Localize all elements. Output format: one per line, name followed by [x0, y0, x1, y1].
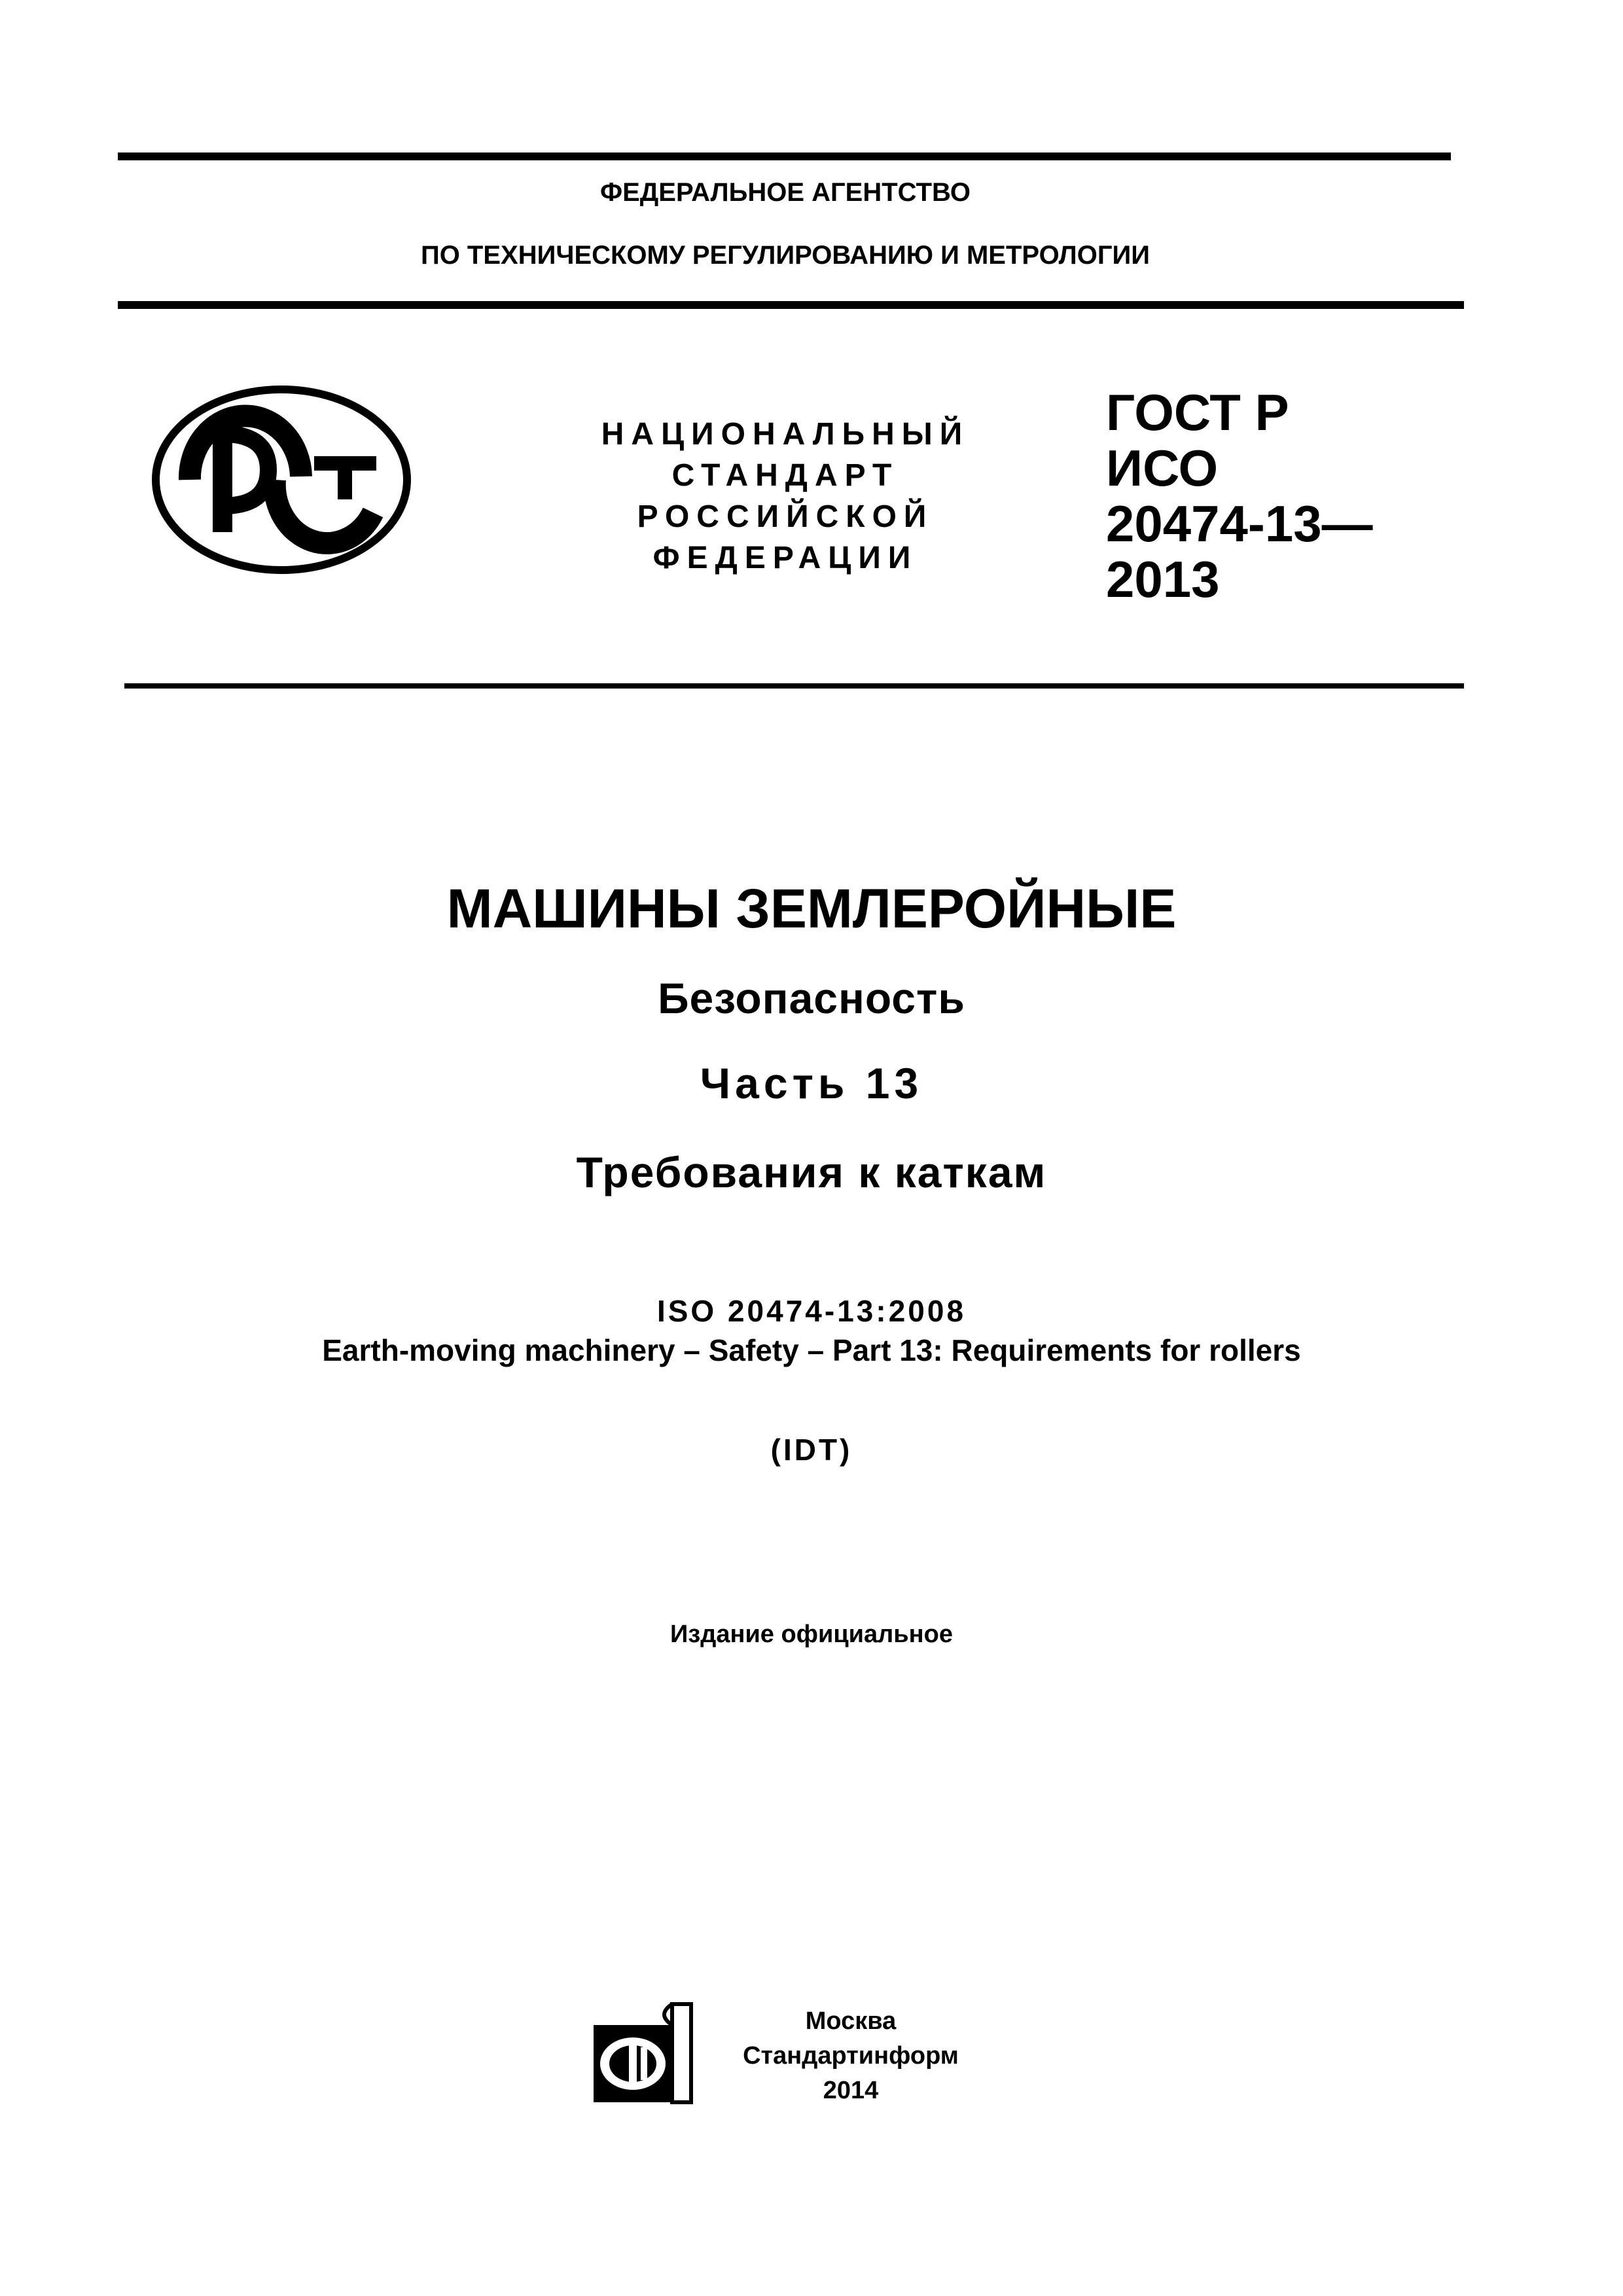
- standard-type-line: СТАНДАРТ: [671, 458, 899, 493]
- designation-bottom-rule: [124, 683, 1464, 689]
- document-subtitle-safety: Безопасность: [658, 974, 965, 1022]
- document-subtitle-part: Часть 13: [700, 1059, 923, 1107]
- publisher-name: Стандартинформ: [743, 2042, 959, 2070]
- standartinform-logo-icon: [591, 2001, 694, 2105]
- designation-line: 20474-13—: [1106, 495, 1373, 552]
- top-rule: [118, 152, 1451, 160]
- standard-type-line: ФЕДЕРАЦИИ: [652, 541, 918, 575]
- header-bottom-rule: [118, 301, 1464, 309]
- designation-line: ИСО: [1106, 439, 1219, 497]
- publication-year: 2014: [823, 2077, 879, 2104]
- agency-name-line2: ПО ТЕХНИЧЕСКОМУ РЕГУЛИРОВАНИЮ И МЕТРОЛОГИИ: [420, 241, 1150, 270]
- iso-english-title: Earth-moving machinery – Safety – Part 13: Requirements for rollers: [322, 1333, 1301, 1367]
- iso-number: ISO 20474-13:2008: [656, 1294, 967, 1328]
- document-title: МАШИНЫ ЗЕМЛЕРОЙНЫЕ: [446, 878, 1177, 939]
- edition-note: Издание официальное: [670, 1621, 953, 1648]
- publisher-block: [726, 2004, 975, 2108]
- designation-line: ГОСТ Р: [1106, 384, 1289, 441]
- standard-type-line: РОССИЙСКОЙ: [637, 499, 934, 534]
- rst-logo-icon: [151, 385, 412, 575]
- publisher-city: Москва: [805, 2007, 897, 2035]
- agency-name-line1: ФЕДЕРАЛЬНОЕ АГЕНТСТВО: [599, 178, 971, 207]
- standard-type-line: НАЦИОНАЛЬНЫЙ: [601, 417, 970, 452]
- standard-type-block: [576, 414, 995, 579]
- document-subtitle-requirements: Требования к каткам: [576, 1148, 1047, 1196]
- equivalence-marker: (IDT): [770, 1433, 853, 1467]
- designation-line: 2013: [1106, 550, 1220, 608]
- standard-designation: [1106, 385, 1373, 607]
